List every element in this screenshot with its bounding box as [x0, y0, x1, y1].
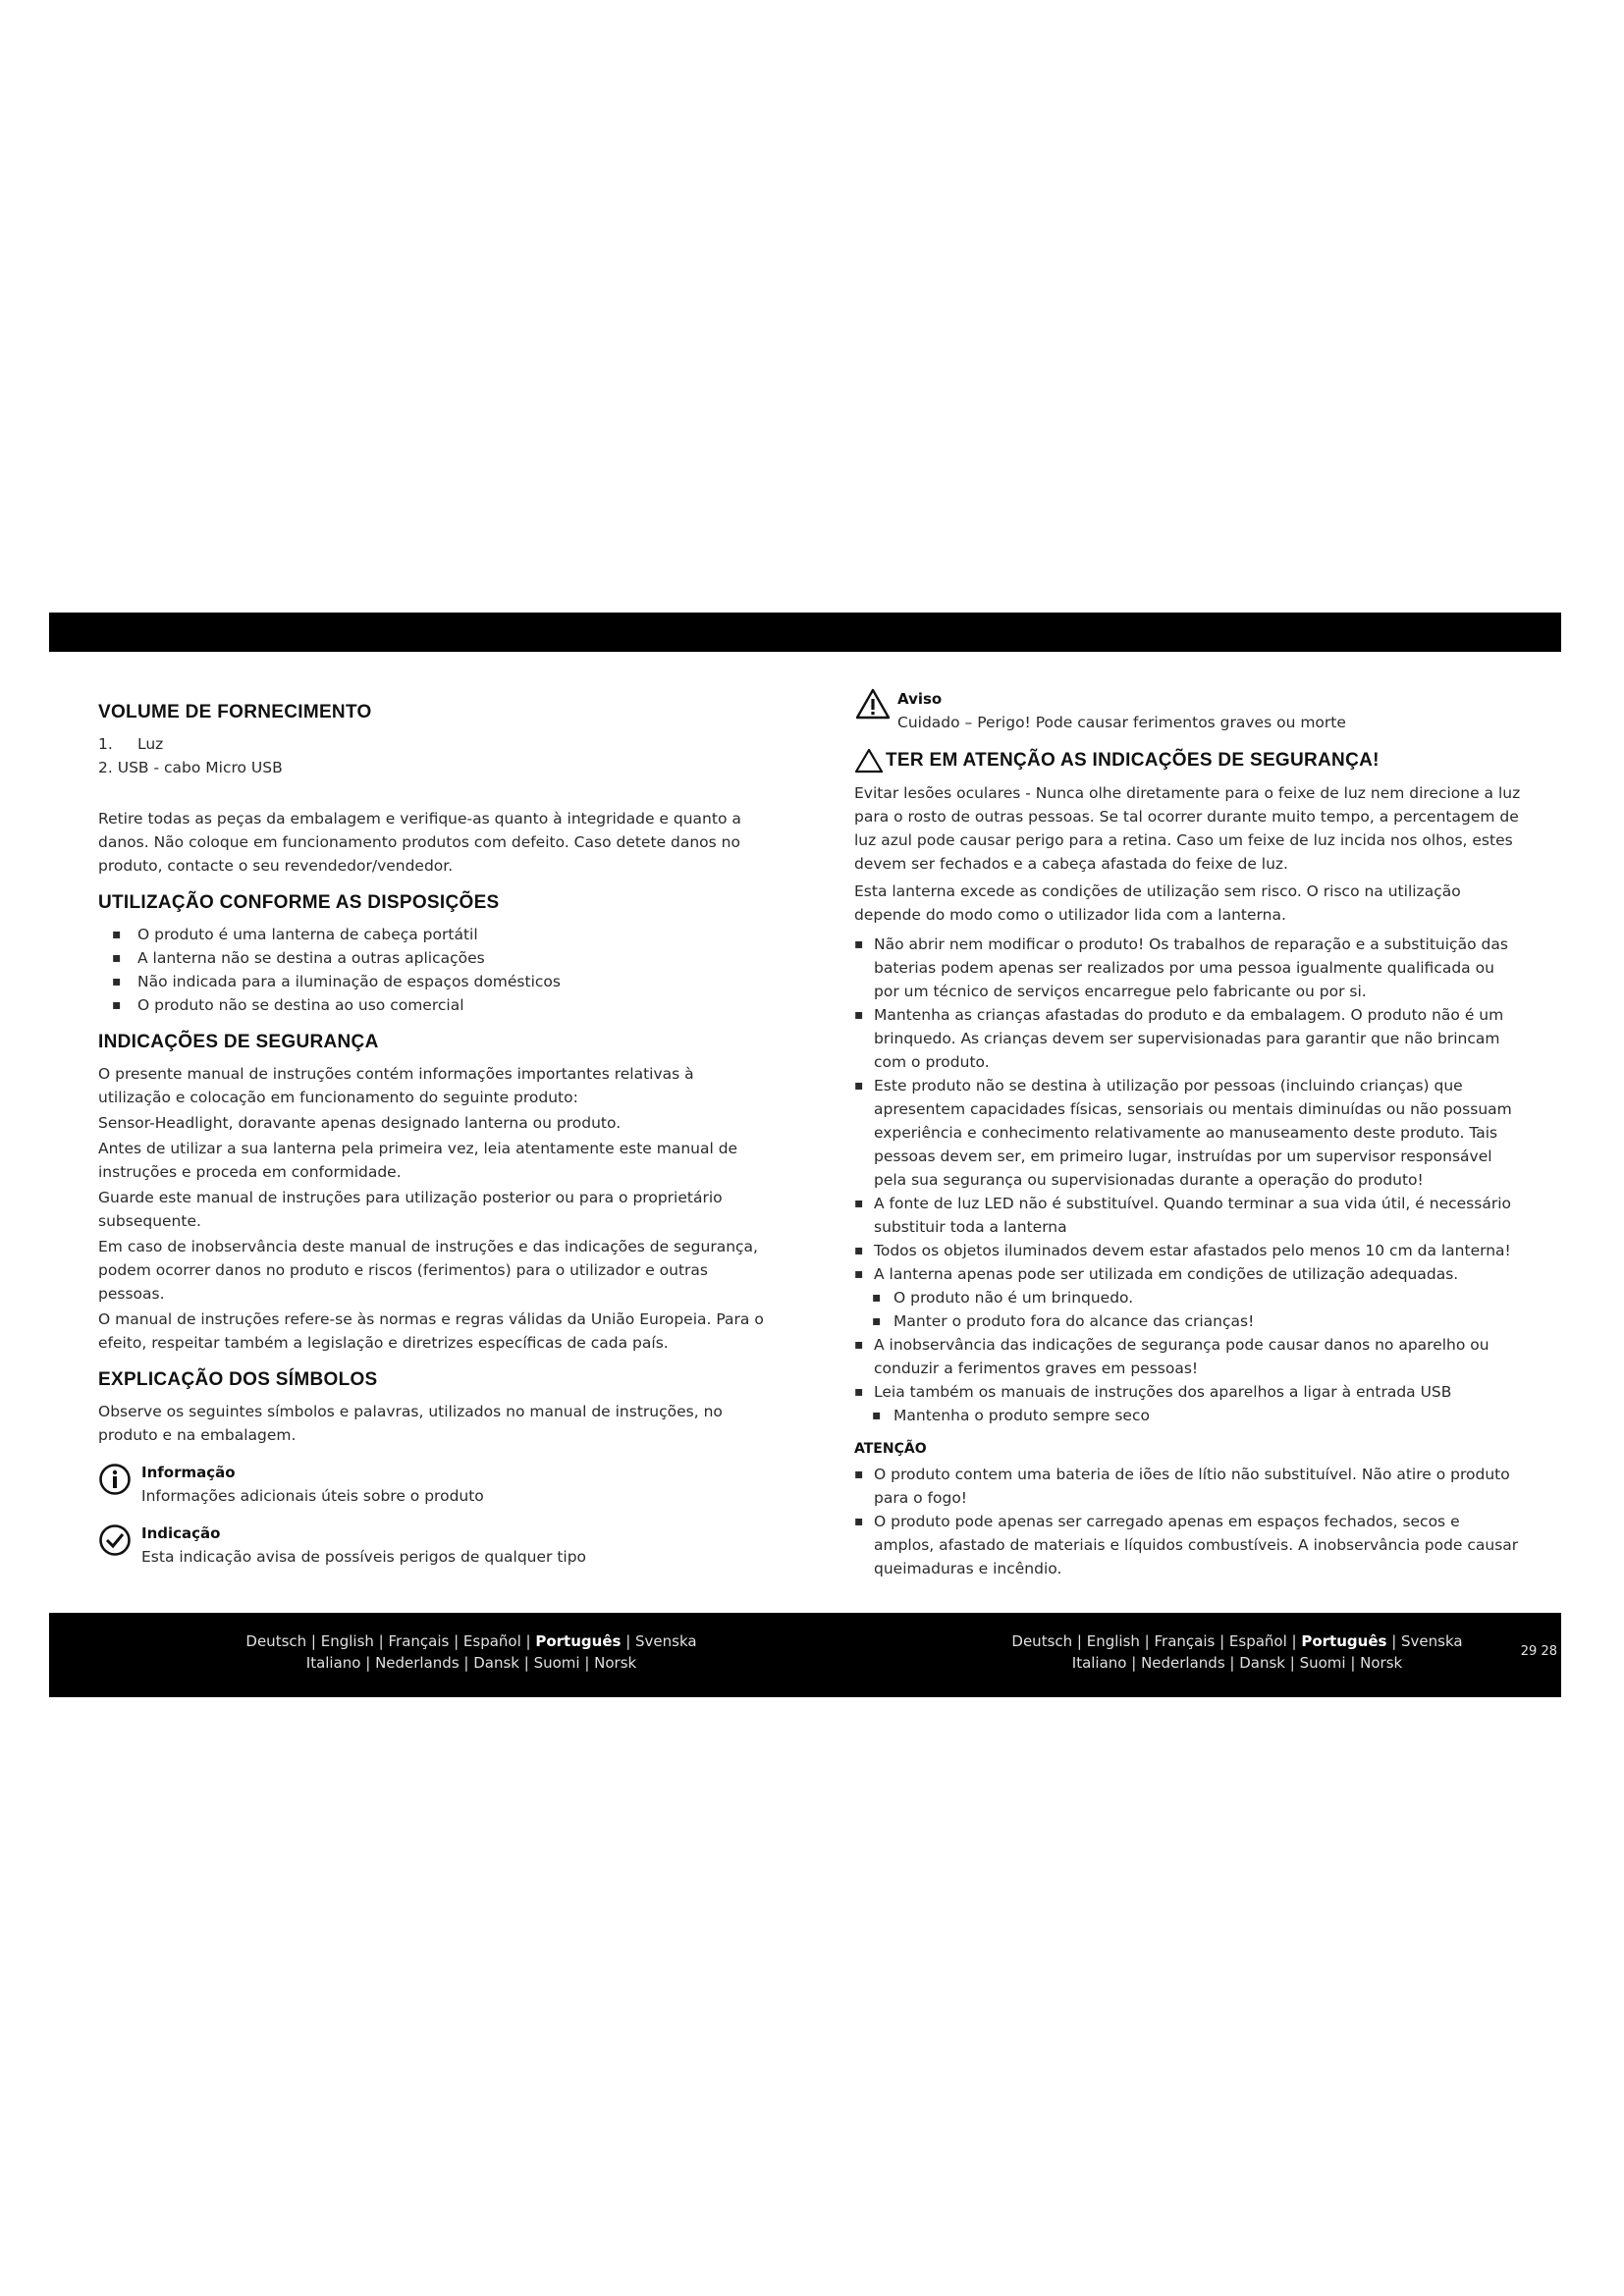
utilizacao-title: UTILIZAÇÃO CONFORME AS DISPOSIÇÕES [98, 892, 500, 913]
simbolos-title: EXPLICAÇÃO DOS SÍMBOLOS [98, 1369, 378, 1390]
language-bar-left: Deutsch | English | Français | Español | Português | Svenska Italiano | Nederlands | Dansk | Suomi | Norsk [245, 1632, 697, 1672]
info-icon [98, 1463, 132, 1496]
atencao-label: ATENÇÃO [854, 1441, 927, 1457]
list-item: ▪ Todos os objetos iluminados devem estar afastados pelo menos 10 cm da lanterna! [854, 1239, 1522, 1262]
list-item: ▪ Este produto não se destina à utilização por pessoas (incluindo crianças) que apresentem capacidades físicas, sensoriais ou mentais diminuídas ou não possuam experiência e conhecimento relativamente ao manuseamento deste produto. Tais pessoas devem ser, em primeiro lugar, instruídas por um supervisor responsável pela sua segurança ou supervisionadas durante a operação do produto! [854, 1074, 1522, 1192]
list-item: ▪ O produto não se destina ao uso comercial [98, 993, 766, 1017]
list-item: ▪ O produto é uma lanterna de cabeça portátil [98, 923, 766, 946]
seguranca-title: INDICAÇÕES DE SEGURANÇA [98, 1032, 379, 1052]
info-title: Informação [141, 1464, 236, 1481]
aviso-entry [854, 687, 1522, 734]
safety-list [854, 933, 1522, 1427]
list-item: ▪ A inobservância das indicações de segurança pode causar danos no aparelho ou conduzir a ferimentos graves em pessoas! [854, 1333, 1522, 1380]
list-item: ▪ A lanterna apenas pode ser utilizada em condições de utilização adequadas. [854, 1262, 1522, 1286]
indicacao-title: Indicação [141, 1524, 221, 1542]
list-item: ▪ Leia também os manuais de instruções dos aparelhos a ligar à entrada USB [854, 1380, 1522, 1404]
list-item: 1. Luz [98, 735, 164, 753]
atencao-title: TER EM ATENÇÃO AS INDICAÇÕES DE SEGURANÇA! [854, 748, 1522, 774]
list-item: ▪ O produto pode apenas ser carregado apenas em espaços fechados, secos e amplos, afastado de materiais e líquidos combustíveis. A inobservância pode causar queimaduras e incêndio. [854, 1510, 1522, 1580]
seguranca-paragraph: Antes de utilizar a sua lanterna pela primeira vez, leia atentamente este manual de instruções e proceda em conformidade. [98, 1140, 738, 1181]
check-circle-icon [98, 1523, 132, 1557]
volume-list [98, 732, 766, 779]
aviso-title: Aviso [897, 690, 943, 708]
seguranca-paragraph: Sensor-Headlight, doravante apenas designado lanterna ou produto. [98, 1114, 622, 1132]
paragraph: Esta lanterna excede as condições de utilização sem risco. O risco na utilização depende do modo como o utilizador lida com a lanterna. [854, 882, 1461, 924]
paragraph: Evitar lesões oculares - Nunca olhe diretamente para o feixe de luz nem direcione a luz para o rosto de outras pessoas. Se tal ocorrer durante muito tempo, a percentagem de luz azul pode causar perigo para a retina. Caso um feixe de luz incida nos olhos, estes devem ser fechados e a cabeça afastada do feixe de luz. [854, 784, 1521, 873]
list-item: ▪ O produto contem uma bateria de iões de lítio não substituível. Não atire o produto para o fogo! [854, 1463, 1522, 1510]
language-bar-right: Deutsch | English | Français | Español | Português | Svenska Italiano | Nederlands | Dansk | Suomi | Norsk [1011, 1632, 1463, 1672]
list-item: ▪ A fonte de luz LED não é substituível. Quando terminar a sua vida útil, é necessário substituir toda a lanterna [854, 1192, 1522, 1239]
right-column [854, 687, 1522, 1586]
seguranca-paragraph: O presente manual de instruções contém informações importantes relativas à utilização e colocação em funcionamento do seguinte produto: [98, 1065, 694, 1106]
info-symbol-entry [98, 1461, 766, 1508]
list-item: ▪ A lanterna não se destina a outras aplicações [98, 946, 766, 970]
current-language: Português [1301, 1632, 1387, 1650]
top-black-band [49, 613, 1561, 652]
utilizacao-list [98, 923, 766, 1017]
list-item: ▪ Manter o produto fora do alcance das crianças! [854, 1309, 1522, 1333]
seguranca-paragraph: O manual de instruções refere-se às normas e regras válidas da União Europeia. Para o efeito, respeitar também a legislação e diretrizes específicas de cada país. [98, 1310, 764, 1352]
indicacao-symbol-entry [98, 1522, 766, 1569]
warning-triangle-icon [854, 687, 892, 721]
list-item: ▪ Mantenha o produto sempre seco [854, 1404, 1522, 1427]
atencao-list [854, 1463, 1522, 1580]
info-text: Informações adicionais úteis sobre o produto [141, 1487, 484, 1505]
page-numbers: 29 28 [1520, 1644, 1557, 1659]
footer-band [49, 1613, 1561, 1697]
volume-title: VOLUME DE FORNECIMENTO [98, 702, 372, 722]
list-item: ▪ Mantenha as crianças afastadas do produto e da embalagem. O produto não é um brinquedo. As crianças devem ser supervisionadas para garantir que não brincam com o produto. [854, 1003, 1522, 1074]
unpack-paragraph: Retire todas as peças da embalagem e verifique-as quanto à integridade e quanto a danos. Não coloque em funcionamento produtos com defeito. Caso detete danos no produto, contacte o seu revendedor/vendedor. [98, 810, 741, 875]
list-item: ▪ Não indicada para a iluminação de espaços domésticos [98, 970, 766, 993]
list-item: 2. USB - cabo Micro USB [98, 759, 283, 776]
simbolos-intro: Observe os seguintes símbolos e palavras, utilizados no manual de instruções, no produto e na embalagem. [98, 1403, 723, 1444]
seguranca-paragraph: Em caso de inobservância deste manual de instruções e das indicações de segurança, podem ocorrer danos no produto e riscos (ferimentos) para o utilizador e outras pessoas. [98, 1238, 758, 1303]
aviso-text: Cuidado – Perigo! Pode causar ferimentos graves ou morte [897, 714, 1346, 731]
list-item: ▪ O produto não é um brinquedo. [854, 1286, 1522, 1309]
seguranca-paragraph: Guarde este manual de instruções para utilização posterior ou para o proprietário subsequente. [98, 1189, 723, 1230]
indicacao-text: Esta indicação avisa de possíveis perigos de qualquer tipo [141, 1548, 587, 1566]
warning-triangle-icon [854, 748, 884, 774]
left-column [98, 687, 766, 1575]
current-language: Português [535, 1632, 622, 1650]
list-item: ▪ Não abrir nem modificar o produto! Os trabalhos de reparação e a substituição das baterias podem apenas ser realizados por uma pessoa igualmente qualificada ou por um técnico de serviços encarregue pelo fabricante ou por si. [854, 933, 1522, 1003]
